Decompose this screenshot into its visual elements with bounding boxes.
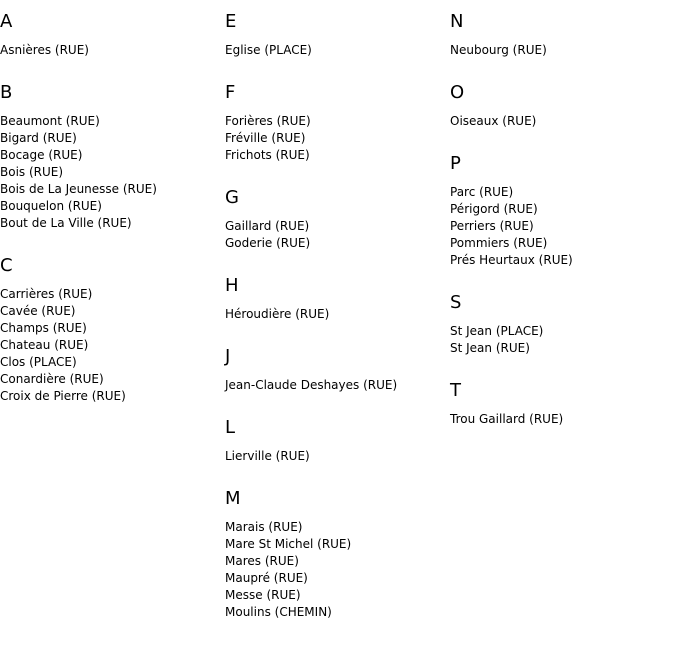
section-letter-heading: L xyxy=(225,417,236,438)
street-link-bois-rue[interactable]: Bois (RUE) xyxy=(0,165,64,179)
street-link-mares-rue[interactable]: Mares (RUE) xyxy=(225,554,299,568)
section-letter-heading: F xyxy=(225,82,236,103)
section-letter-heading: T xyxy=(450,380,461,401)
letter-group-n xyxy=(450,10,675,59)
letter-group-p xyxy=(450,152,675,269)
street-link-bouquelon-rue[interactable]: Bouquelon (RUE) xyxy=(0,199,102,213)
street-link-moulins-chemin[interactable]: Moulins (CHEMIN) xyxy=(225,605,332,619)
letter-group-l xyxy=(225,416,450,465)
street-list xyxy=(225,519,450,621)
section-letter-heading: S xyxy=(450,292,462,313)
letter-group-e xyxy=(225,10,450,59)
letter-group-g xyxy=(225,186,450,252)
section-letter-heading: N xyxy=(450,11,464,32)
street-link-bois-de-la-jeunesse-rue[interactable]: Bois de La Jeunesse (RUE) xyxy=(0,182,157,196)
street-link-maupre-rue[interactable]: Maupré (RUE) xyxy=(225,571,308,585)
street-link-messe-rue[interactable]: Messe (RUE) xyxy=(225,588,301,602)
street-list xyxy=(450,184,675,269)
street-link-eglise-place[interactable]: Eglise (PLACE) xyxy=(225,43,312,57)
section-letter-heading: J xyxy=(225,346,231,367)
street-list xyxy=(450,42,675,59)
section-letter-heading: E xyxy=(225,11,237,32)
letter-group-o xyxy=(450,81,675,130)
street-link-frichots-rue[interactable]: Frichots (RUE) xyxy=(225,148,310,162)
street-link-jean-claude-deshayes-rue[interactable]: Jean-Claude Deshayes (RUE) xyxy=(225,378,398,392)
street-link-bocage-rue[interactable]: Bocage (RUE) xyxy=(0,148,83,162)
letter-group-c xyxy=(0,254,225,405)
street-link-champs-rue[interactable]: Champs (RUE) xyxy=(0,321,87,335)
street-list xyxy=(225,113,450,164)
section-letter-heading: H xyxy=(225,275,239,296)
street-link-lierville-rue[interactable]: Lierville (RUE) xyxy=(225,449,310,463)
street-link-cavee-rue[interactable]: Cavée (RUE) xyxy=(0,304,76,318)
street-list xyxy=(0,113,225,232)
street-link-parc-rue[interactable]: Parc (RUE) xyxy=(450,185,514,199)
section-letter-heading: A xyxy=(0,11,13,32)
street-list xyxy=(450,323,675,357)
street-list xyxy=(450,113,675,130)
street-link-gaillard-rue[interactable]: Gaillard (RUE) xyxy=(225,219,310,233)
street-link-bout-de-la-ville-rue[interactable]: Bout de La Ville (RUE) xyxy=(0,216,132,230)
street-list xyxy=(225,306,450,323)
street-link-st-jean-place[interactable]: St Jean (PLACE) xyxy=(450,324,544,338)
street-list xyxy=(0,42,225,59)
letter-group-t xyxy=(450,379,675,428)
street-list xyxy=(0,286,225,405)
section-letter-heading: O xyxy=(450,82,465,103)
street-link-marais-rue[interactable]: Marais (RUE) xyxy=(225,520,303,534)
street-link-pres-heurtaux-rue[interactable]: Prés Heurtaux (RUE) xyxy=(450,253,573,267)
letter-group-a xyxy=(0,10,225,59)
street-list xyxy=(225,42,450,59)
street-link-neubourg-rue[interactable]: Neubourg (RUE) xyxy=(450,43,547,57)
street-link-pommiers-rue[interactable]: Pommiers (RUE) xyxy=(450,236,548,250)
section-letter-heading: M xyxy=(225,488,241,509)
street-link-beaumont-rue[interactable]: Beaumont (RUE) xyxy=(0,114,100,128)
letter-group-j xyxy=(225,345,450,394)
street-link-clos-place[interactable]: Clos (PLACE) xyxy=(0,355,77,369)
street-link-oiseaux-rue[interactable]: Oiseaux (RUE) xyxy=(450,114,537,128)
street-link-croix-de-pierre-rue[interactable]: Croix de Pierre (RUE) xyxy=(0,389,126,403)
street-link-goderie-rue[interactable]: Goderie (RUE) xyxy=(225,236,311,250)
section-letter-heading: P xyxy=(450,153,461,174)
street-column-3 xyxy=(450,10,675,450)
street-list xyxy=(225,377,450,394)
street-list xyxy=(225,218,450,252)
street-link-perriers-rue[interactable]: Perriers (RUE) xyxy=(450,219,534,233)
street-link-mare-st-michel-rue[interactable]: Mare St Michel (RUE) xyxy=(225,537,352,551)
letter-group-h xyxy=(225,274,450,323)
street-link-freville-rue[interactable]: Fréville (RUE) xyxy=(225,131,306,145)
section-letter-heading: G xyxy=(225,187,239,208)
street-link-conardiere-rue[interactable]: Conardière (RUE) xyxy=(0,372,104,386)
street-link-carrieres-rue[interactable]: Carrières (RUE) xyxy=(0,287,93,301)
letter-group-s xyxy=(450,291,675,357)
letter-group-f xyxy=(225,81,450,164)
letter-group-m xyxy=(225,487,450,621)
street-column-1 xyxy=(0,10,225,427)
street-link-bigard-rue[interactable]: Bigard (RUE) xyxy=(0,131,77,145)
street-column-2 xyxy=(225,10,450,643)
section-letter-heading: C xyxy=(0,255,13,276)
street-link-trou-gaillard-rue[interactable]: Trou Gaillard (RUE) xyxy=(450,412,564,426)
section-letter-heading: B xyxy=(0,82,13,103)
street-list xyxy=(225,448,450,465)
street-list xyxy=(450,411,675,428)
street-link-asnieres-rue[interactable]: Asnières (RUE) xyxy=(0,43,89,57)
street-link-heroudiere-rue[interactable]: Héroudière (RUE) xyxy=(225,307,330,321)
street-link-chateau-rue[interactable]: Chateau (RUE) xyxy=(0,338,89,352)
street-link-perigord-rue[interactable]: Périgord (RUE) xyxy=(450,202,538,216)
letter-group-b xyxy=(0,81,225,232)
street-link-forieres-rue[interactable]: Forières (RUE) xyxy=(225,114,311,128)
street-link-st-jean-rue[interactable]: St Jean (RUE) xyxy=(450,341,530,355)
